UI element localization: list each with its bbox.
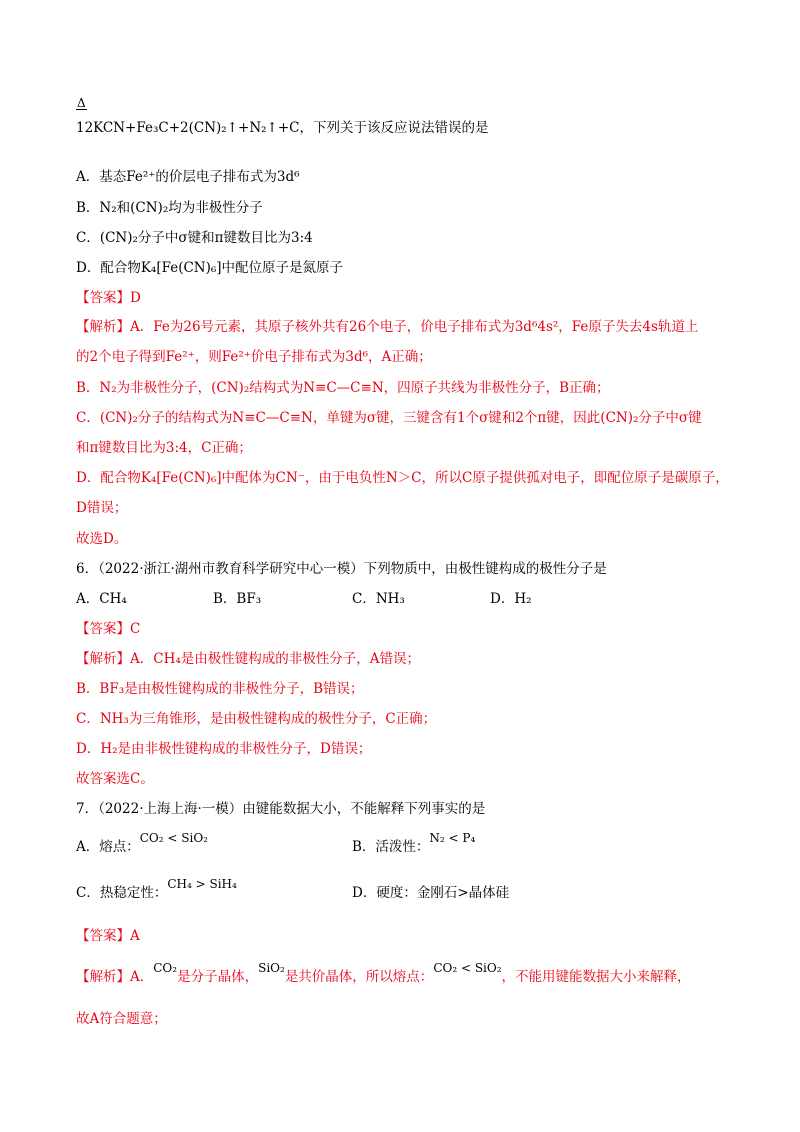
q7-option-c-formula: CH₄ > SiH₄ [167,877,237,891]
q5-analysis-line-5: 和π键数目比为3:4，C正确； [76,440,252,456]
q7-option-c-label: C．热稳定性： [76,885,168,901]
q7-stem: 7．（2022·上海上海·一模）由键能数据大小，不能解释下列事实的是 [76,801,486,817]
q5-option-b: B．N₂和(CN)₂均为非极性分子 [76,200,263,216]
q5-option-c: C．(CN)₂分子中σ键和π键数目比为3:4 [76,230,313,246]
q6-option-c: C．NH₃ [352,591,405,607]
q7-analysis-formula-3: CO₂ < SiO₂ [433,961,502,975]
q6-answer: 【答案】C [76,621,141,637]
q5-answer: 【答案】D [76,290,141,306]
q6-option-b: B．BF₃ [213,591,262,607]
q5-analysis-line-4: C．(CN)₂分子的结构式为N≡C—C≡N，单键为σ键，三键含有1个σ键和2个π键，因此(CN)₂分子中σ键 [76,410,702,426]
reaction-equation: 12KCN+Fe₃C+2(CN)₂↑+N₂↑+C，下列关于该反应说法错误的是 [76,120,489,136]
heating-symbol: Δ [77,96,86,110]
q7-analysis-formula-1: CO₂ [153,961,178,975]
q7-answer: 【答案】A [76,928,140,944]
q7-analysis-line-1: 【解析】A．CO₂是分子晶体，SiO₂是共价晶体，所以熔点：CO₂ < SiO₂，不能用键能数据大小来解释， [76,961,691,985]
q6-analysis-line-3: C．NH₃为三角锥形，是由极性键构成的极性分子，C正确； [76,711,437,727]
q5-analysis-line-2: 的2个电子得到Fe²⁺，则Fe²⁺价电子排布式为3d⁶，A正确； [76,349,432,365]
q6-stem: 6．（2022·浙江·湖州市教育科学研究中心一模）下列物质中，由极性键构成的极性分子是 [76,561,607,577]
q7-option-d: D．硬度：金刚石>晶体硅 [352,885,510,901]
q6-analysis-line-1: 【解析】A．CH₄是由极性键构成的非极性分子，A错误； [76,651,421,667]
q6-option-d: D．H₂ [490,591,532,607]
q7-option-a-formula: CO₂ < SiO₂ [139,831,208,845]
q5-analysis-line-3: B．N₂为非极性分子，(CN)₂结构式为N≡C—C≡N，四原子共线为非极性分子，B正确； [76,380,610,396]
q7-option-a-label: A．熔点： [76,839,140,855]
q6-option-a: A．CH₄ [76,591,127,607]
q6-analysis-line-2: B．BF₃是由极性键构成的非极性分子，B错误； [76,681,364,697]
q6-analysis-line-5: 故答案选C。 [76,771,154,787]
q7-analysis-line-2: 故A符合题意； [76,1011,167,1027]
q7-option-a [76,831,208,856]
q6-analysis-line-4: D．H₂是由非极性键构成的非极性分子，D错误； [76,741,372,757]
q7-option-c [76,877,237,902]
q7-option-b-formula: N₂ < P₄ [429,831,476,845]
q7-option-b-label: B．活泼性： [352,839,430,855]
q5-analysis-line-6: D．配合物K₄[Fe(CN)₆]中配体为CN⁻，由于电负性N＞C，所以C原子提供孤对电子，即配位原子是碳原子， [76,470,729,486]
q7-analysis-formula-2: SiO₂ [258,961,285,975]
q5-option-a: A．基态Fe²⁺的价层电子排布式为3d⁶ [76,169,300,185]
q7-option-b [352,831,476,856]
q5-analysis-line-8: 故选D。 [76,531,128,547]
q5-analysis-line-7: D错误； [76,500,128,516]
q5-analysis-line-1: 【解析】A．Fe为26号元素，其原子核外共有26个电子，价电子排布式为3d⁶4s²，Fe原子失去4s轨道上 [76,319,699,335]
q5-option-d: D．配合物K₄[Fe(CN)₆]中配位原子是氮原子 [76,260,344,276]
